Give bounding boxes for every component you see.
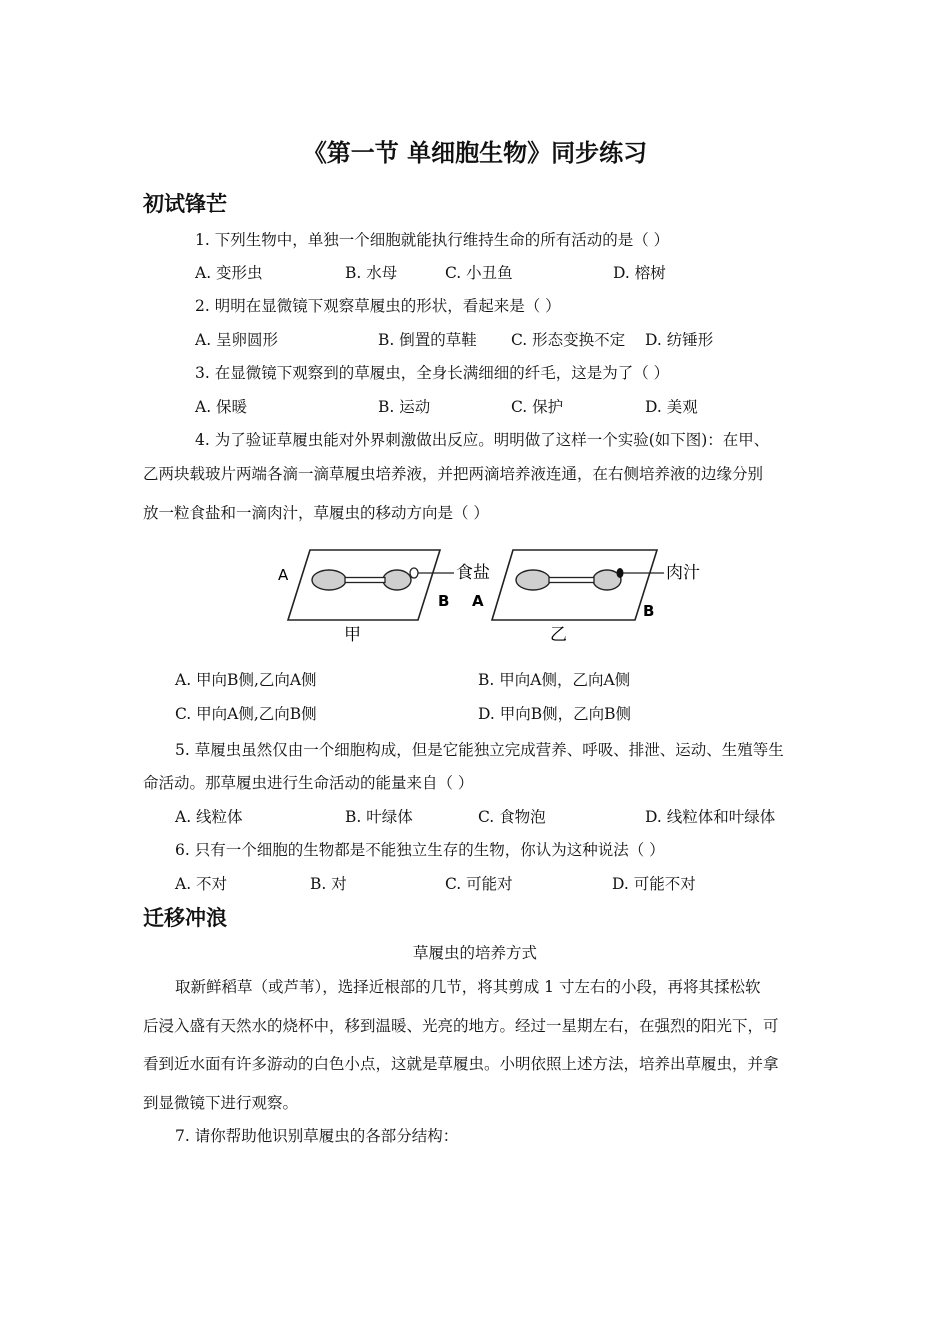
slide-jia-label-a: A [278,566,289,584]
slide-yi-caption: 乙 [550,625,567,645]
culture-drop-right [383,570,411,590]
question-5-stem-line-2: 命活动。那草履虫进行生命活动的能量来自（ ） [143,774,474,792]
question-4-option-d: D. 甲向B侧，乙向B侧 [478,705,632,723]
passage-line-2: 后浸入盛有天然水的烧杯中，移到温暖、光亮的地方。经过一星期左右，在强烈的阳光下，可 [143,1017,779,1035]
question-6-option-c: C. 可能对 [445,875,513,893]
question-4-option-b: B. 甲向A侧，乙向A侧 [478,671,631,689]
question-1-option-b: B. 水母 [345,264,398,282]
question-5-option-a: A. 线粒体 [175,808,243,826]
question-2-option-c: C. 形态变换不定 [511,331,626,349]
slide-jia [278,550,490,645]
passage-heading: 草履虫的培养方式 [412,944,537,962]
question-1-options [195,261,795,281]
question-2-option-a: A. 呈卵圆形 [195,331,279,349]
question-3-options [195,395,795,415]
question-6-option-a: A. 不对 [175,875,228,893]
question-4-option-a: A. 甲向B侧,乙向A侧 [175,671,317,689]
question-6-stem: 6. 只有一个细胞的生物都是不能独立生存的生物，你认为这种说法（ ） [175,841,665,859]
broth-drop [617,568,624,578]
question-2-stem: 2. 明明在显微镜下观察草履虫的形状，看起来是（ ） [195,297,561,315]
slide-experiment-diagram [270,540,720,650]
question-6-option-b: B. 对 [310,875,347,893]
connecting-channel [549,578,594,583]
slide-yi-label-b: B [643,602,655,620]
question-1-option-c: C. 小丑鱼 [445,264,513,282]
question-2-option-d: D. 纺锤形 [645,331,714,349]
culture-drop-left [312,570,346,590]
question-5-option-c: C. 食物泡 [478,808,546,826]
question-4-option-c: C. 甲向A侧,乙向B侧 [175,705,317,723]
question-1-option-a: A. 变形虫 [195,264,263,282]
question-6-options [175,872,825,892]
slide-yi [472,550,700,645]
question-1-option-d: D. 榕树 [613,264,666,282]
passage-line-4: 到显微镜下进行观察。 [143,1094,299,1112]
broth-label: 肉汁 [666,563,700,583]
question-4-stem-line-1: 4. 为了验证草履虫能对外界刺激做出反应。明明做了这样一个实验(如下图)：在甲、 [195,431,770,449]
section-heading-1: 初试锋芒 [143,192,227,216]
question-5-options [175,805,825,825]
salt-grain [410,568,418,578]
question-3-option-a: A. 保暖 [195,398,248,416]
question-2-options [195,328,795,348]
question-5-option-d: D. 线粒体和叶绿体 [645,808,776,826]
question-5-option-b: B. 叶绿体 [345,808,413,826]
connecting-channel [345,578,385,583]
question-4-options-row-1 [175,668,775,688]
question-5-stem-line-1: 5. 草履虫虽然仅由一个细胞构成，但是它能独立完成营养、呼吸、排泄、运动、生殖等生 [175,741,784,759]
page-title: 《第一节 单细胞生物》同步练习 [302,139,648,167]
question-3-option-b: B. 运动 [378,398,431,416]
slide-yi-label-a: A [472,592,484,610]
question-4-options-row-2 [175,702,775,722]
question-4-stem-line-3: 放一粒食盐和一滴肉汁，草履虫的移动方向是（ ） [143,504,489,522]
question-4-stem-line-2: 乙两块载玻片两端各滴一滴草履虫培养液，并把两滴培养液连通，在右侧培养液的边缘分别 [143,465,764,483]
passage-line-1: 取新鲜稻草（或芦苇），选择近根部的几节，将其剪成 1 寸左右的小段，再将其揉松软 [175,978,761,996]
question-1-stem: 1. 下列生物中，单独一个细胞就能执行维持生命的所有活动的是（ ） [195,231,670,249]
slide-jia-caption: 甲 [344,625,361,645]
question-3-stem: 3. 在显微镜下观察到的草履虫，全身长满细细的纤毛，这是为了（ ） [195,364,670,382]
culture-drop-left [516,570,550,590]
slide-jia-label-b: B [438,592,450,610]
question-3-option-d: D. 美观 [645,398,698,416]
question-7-stem: 7. 请你帮助他识别草履虫的各部分结构： [175,1127,459,1145]
section-heading-2: 迁移冲浪 [143,906,227,930]
salt-label: 食盐 [456,563,490,583]
question-6-option-d: D. 可能不对 [612,875,696,893]
question-3-option-c: C. 保护 [511,398,564,416]
question-2-option-b: B. 倒置的草鞋 [378,331,477,349]
passage-line-3: 看到近水面有许多游动的白色小点，这就是草履虫。小明依照上述方法，培养出草履虫，并拿 [143,1055,779,1073]
